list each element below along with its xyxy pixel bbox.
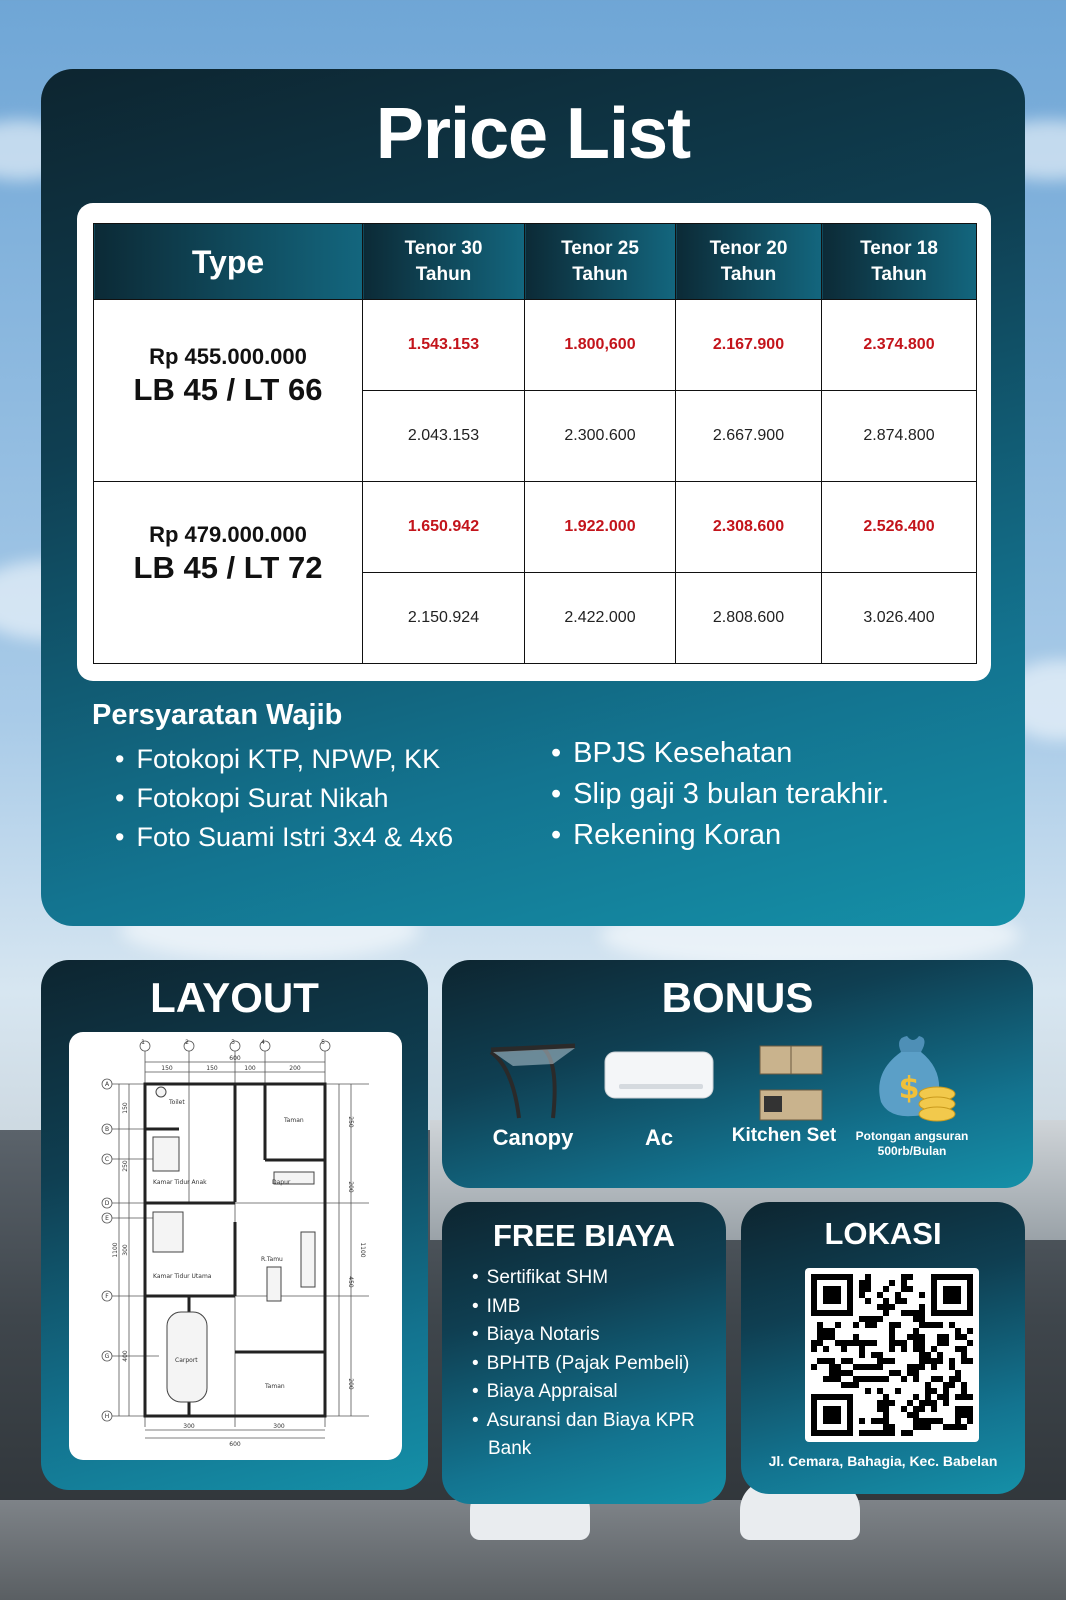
price-list-panel: [41, 69, 1025, 926]
promo-installment: 2.167.900: [676, 300, 822, 391]
requirement-item: • Fotokopi KTP, NPWP, KK: [115, 740, 453, 779]
requirement-item: • Slip gaji 3 bulan terakhir.: [551, 774, 889, 815]
plan-dimension: 200: [289, 1065, 301, 1072]
type-cell: [94, 482, 363, 664]
promo-installment: 1.650.942: [363, 482, 525, 573]
plan-dimension: 150: [122, 1102, 129, 1114]
plan-axis-label: 5: [321, 1039, 325, 1046]
plan-axis-label: H: [104, 1413, 110, 1420]
normal-installment: 2.808.600: [676, 573, 822, 664]
plan-dimension: 250: [347, 1116, 354, 1128]
type-size: LB 45 / LT 66: [133, 372, 323, 407]
plan-room-label: Kamar Tidur Utama: [153, 1273, 212, 1280]
requirement-item: • BPJS Kesehatan: [551, 733, 889, 774]
type-cell: [94, 300, 363, 482]
plan-dimension-total: 600: [229, 1441, 241, 1448]
bonus-item-potongan-angsuran: [852, 1032, 972, 1159]
bonus-title: BONUS: [661, 974, 814, 1021]
price-table: [93, 223, 977, 664]
header-tenor-18: [822, 224, 977, 300]
plan-dimension: 200: [347, 1378, 354, 1390]
bonus-item-kitchen-set: [726, 1040, 842, 1147]
money-bag-icon: [867, 1032, 957, 1124]
promo-installment: 1.800,600: [525, 300, 676, 391]
free-biaya-title: FREE BIAYA: [492, 1218, 676, 1253]
floor-plan-drawing: [69, 1032, 402, 1460]
type-price: Rp 455.000.000: [149, 344, 307, 369]
free-biaya-item: • Asuransi dan Biaya KPR Bank: [472, 1407, 722, 1464]
svg-text:$: $: [898, 1071, 920, 1106]
lokasi-panel: [741, 1202, 1025, 1494]
plan-dimension: 300: [273, 1423, 285, 1430]
plan-axis-label: 1: [141, 1039, 145, 1046]
table-row: [94, 482, 977, 573]
price-list-title: Price List: [375, 94, 691, 174]
header-tenor-25: [525, 224, 676, 300]
plan-axis-label: C: [104, 1156, 110, 1163]
requirement-item: • Fotokopi Surat Nikah: [115, 779, 453, 818]
canopy-icon: [483, 1040, 583, 1124]
bonus-label: Canopy: [492, 1125, 574, 1150]
plan-axis-label: G: [104, 1353, 110, 1360]
header-tenor-unit: Tahun: [415, 263, 472, 285]
bonus-panel: [442, 960, 1033, 1188]
header-tenor-line: Tenor 25: [561, 237, 639, 259]
plan-dimension: 300: [122, 1244, 129, 1256]
requirements-list-right: [551, 733, 889, 856]
free-biaya-panel: [442, 1202, 726, 1504]
promo-installment: 2.526.400: [822, 482, 977, 573]
type-price: Rp 479.000.000: [149, 522, 307, 547]
header-tenor-unit: Tahun: [720, 263, 777, 285]
floor-plan-card: [69, 1032, 402, 1460]
plan-dimension: 400: [122, 1350, 129, 1362]
plan-axis-label: D: [104, 1200, 110, 1207]
requirement-item: • Rekening Koran: [551, 815, 889, 856]
plan-dimension-total: 1100: [112, 1242, 119, 1258]
qr-code-icon[interactable]: [805, 1268, 979, 1442]
plan-dimension: 200: [347, 1181, 354, 1193]
layout-panel: [41, 960, 428, 1490]
free-biaya-item: • Biaya Appraisal: [472, 1378, 722, 1407]
plan-dimension: 250: [122, 1160, 129, 1172]
plan-axis-label: 4: [261, 1039, 265, 1046]
normal-installment: 2.874.800: [822, 391, 977, 482]
plan-dimension: 450: [347, 1276, 354, 1288]
normal-installment: 2.150.924: [363, 573, 525, 664]
header-tenor-30: [363, 224, 525, 300]
bonus-item-ac: [600, 1040, 718, 1151]
lokasi-address: Jl. Cemara, Bahagia, Kec. Babelan: [768, 1453, 998, 1469]
header-tenor-unit: Tahun: [572, 263, 628, 285]
plan-axis-label: B: [104, 1126, 110, 1133]
free-biaya-item: • IMB: [472, 1293, 722, 1322]
normal-installment: 3.026.400: [822, 573, 977, 664]
header-tenor-20: [676, 224, 822, 300]
plan-dimension-total: 600: [229, 1055, 241, 1062]
requirement-item: • Foto Suami Istri 3x4 & 4x6: [115, 818, 453, 857]
free-biaya-item: • BPHTB (Pajak Pembeli): [472, 1350, 722, 1379]
bonus-label-line: 500rb/Bulan: [877, 1144, 947, 1158]
header-tenor-unit: Tahun: [871, 263, 927, 285]
normal-installment: 2.422.000: [525, 573, 676, 664]
plan-axis-label: F: [105, 1293, 109, 1300]
plan-dimension: 150: [206, 1065, 218, 1072]
plan-dimension: 100: [244, 1065, 256, 1072]
plan-axis-label: E: [105, 1215, 109, 1222]
bonus-item-canopy: [478, 1040, 588, 1151]
air-conditioner-icon: [601, 1040, 717, 1124]
promo-installment: 2.374.800: [822, 300, 977, 391]
bonus-label: Ac: [644, 1125, 674, 1150]
bonus-label: [852, 1129, 972, 1159]
qr-code-card[interactable]: [805, 1268, 979, 1442]
plan-room-label: Taman: [265, 1383, 285, 1390]
plan-room-label: Dapur: [272, 1179, 291, 1186]
requirements-title: Persyaratan Wajib: [92, 699, 343, 731]
plan-dimension: 150: [161, 1065, 173, 1072]
plan-room-label: Carport: [175, 1357, 198, 1364]
header-tenor-line: Tenor 30: [404, 237, 483, 259]
normal-installment: 2.667.900: [676, 391, 822, 482]
header-type: Type: [94, 224, 363, 300]
table-row: [94, 300, 977, 391]
free-biaya-item: • Biaya Notaris: [472, 1321, 722, 1350]
header-tenor-line: Tenor 20: [709, 237, 788, 259]
layout-title: LAYOUT: [150, 974, 319, 1021]
plan-room-label: Kamar Tidur Anak: [153, 1179, 207, 1186]
type-size: LB 45 / LT 72: [133, 550, 323, 585]
plan-axis-label: A: [104, 1081, 110, 1088]
plan-axis-label: 3: [231, 1039, 235, 1046]
lokasi-title: LOKASI: [824, 1216, 942, 1251]
bonus-label: Kitchen Set: [731, 1125, 837, 1146]
plan-room-label: Taman: [284, 1117, 304, 1124]
plan-room-label: Toilet: [169, 1099, 185, 1106]
header-tenor-line: Tenor 18: [860, 237, 938, 259]
promo-installment: 2.308.600: [676, 482, 822, 573]
normal-installment: 2.300.600: [525, 391, 676, 482]
normal-installment: 2.043.153: [363, 391, 525, 482]
kitchen-set-icon: [744, 1040, 824, 1124]
plan-axis-label: 2: [185, 1039, 189, 1046]
promo-installment: 1.543.153: [363, 300, 525, 391]
free-biaya-item: • Sertifikat SHM: [472, 1264, 722, 1293]
price-table-card: [77, 203, 991, 681]
promo-installment: 1.922.000: [525, 482, 676, 573]
bonus-label-line: Potongan angsuran: [855, 1129, 969, 1143]
plan-dimension: 300: [183, 1423, 195, 1430]
requirements-list-left: [115, 740, 453, 857]
free-biaya-list: [472, 1264, 722, 1464]
plan-room-label: R.Tamu: [261, 1256, 283, 1263]
table-header-row: [94, 224, 977, 300]
plan-dimension-total: 1100: [359, 1242, 366, 1258]
